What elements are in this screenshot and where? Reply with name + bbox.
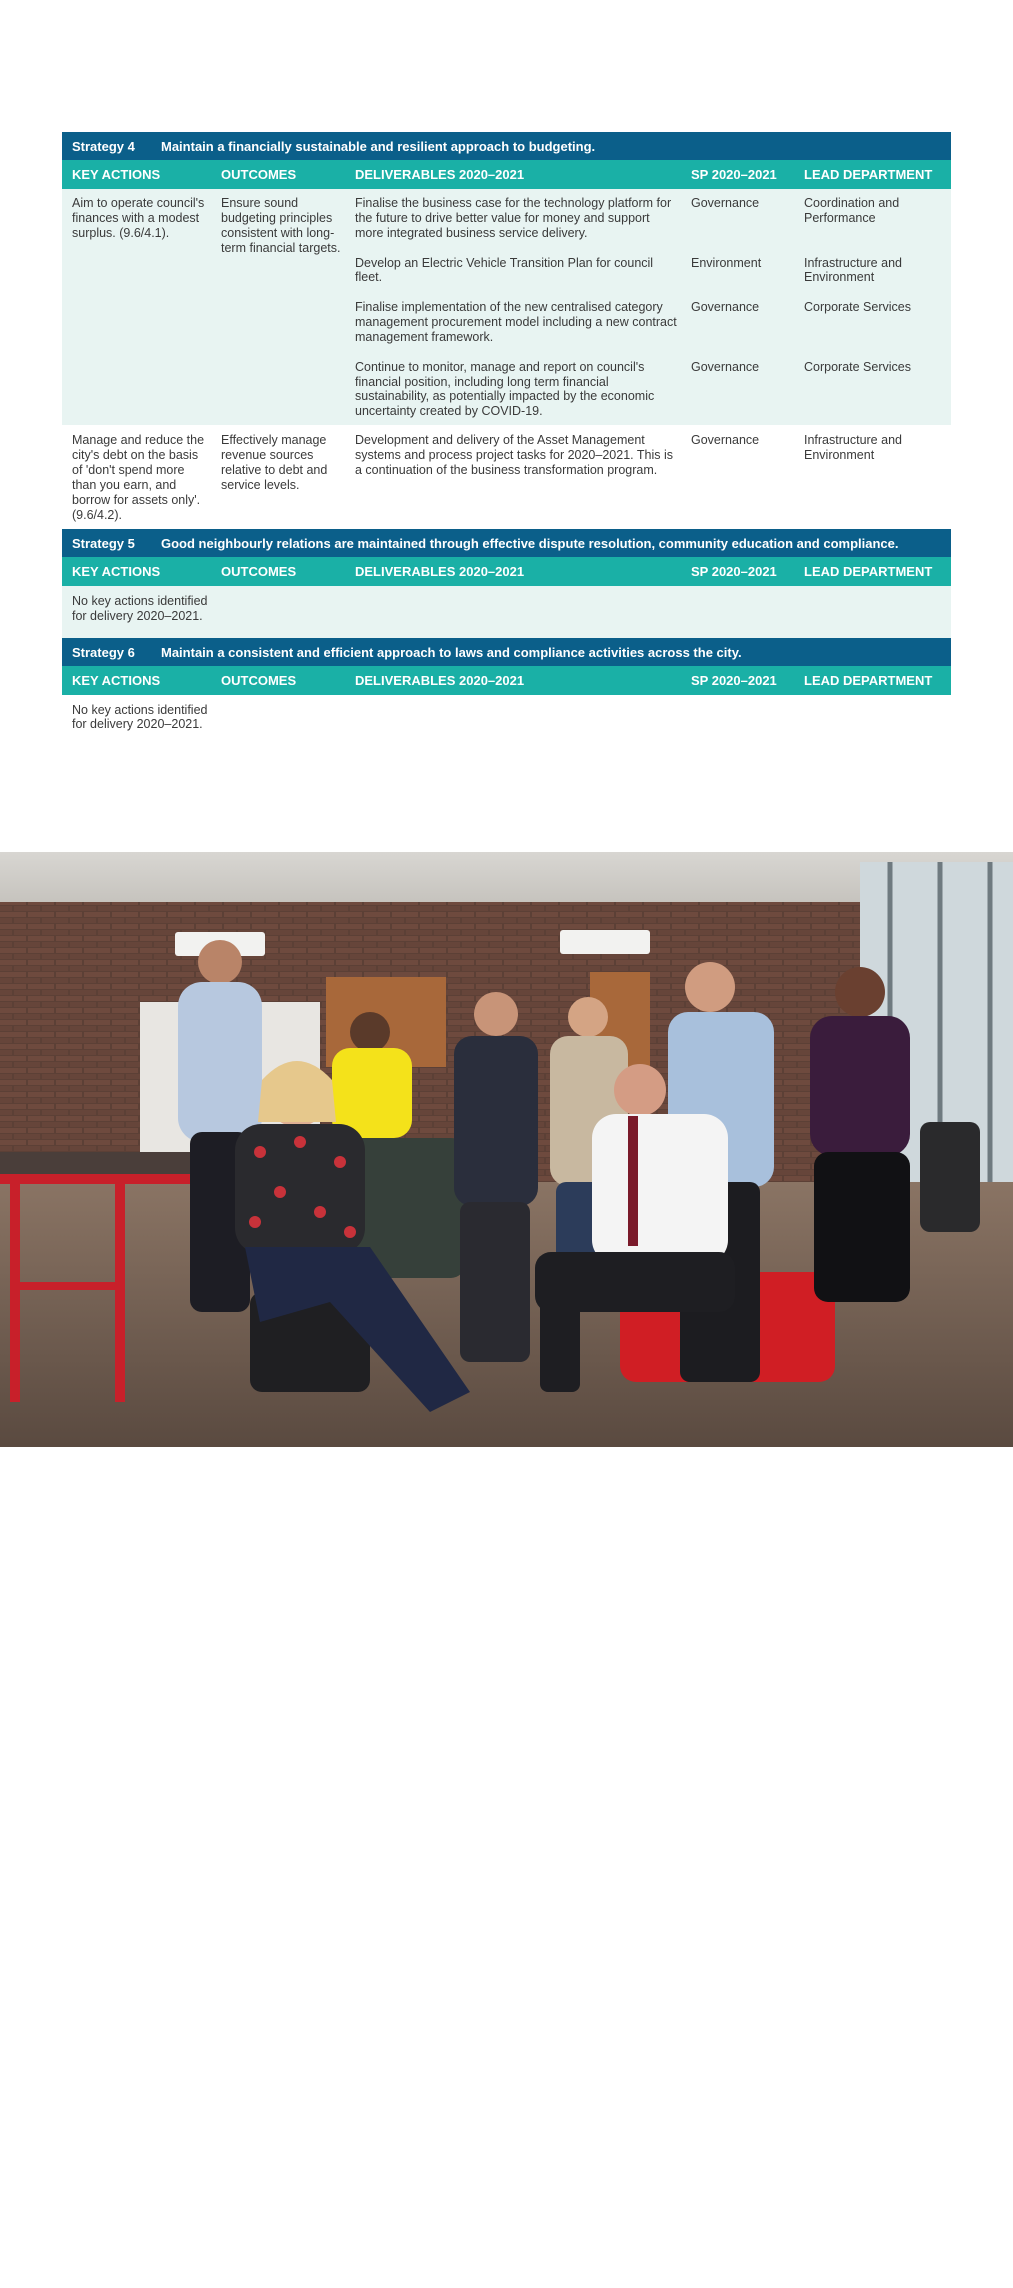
header-deliverables: DELIVERABLES 2020–2021 — [355, 672, 525, 688]
strategy-4-title: Maintain a financially sustainable and resilient approach to budgeting. — [161, 139, 596, 154]
lead-department-cell: Infrastructure and Environment — [804, 433, 902, 463]
header-lead-department: LEAD DEPARTMENT — [804, 167, 933, 182]
deliverable-row — [345, 300, 951, 345]
header-sp: SP 2020–2021 — [691, 672, 777, 688]
deliverable-cell: Develop an Electric Vehicle Transition Plan for council fleet. — [355, 255, 654, 285]
header-deliverables: DELIVERABLES 2020–2021 — [355, 167, 525, 182]
strategy-6-title: Maintain a consistent and efficient approach to laws and compliance activities across the city. — [161, 644, 742, 660]
key-action-cell: Aim to operate council's finances with a modest surplus. (9.6/4.1). — [72, 196, 205, 240]
strategy-4-bar — [62, 132, 951, 160]
table-row — [62, 586, 951, 638]
table-row — [62, 189, 951, 425]
deliverable-row — [345, 360, 951, 420]
table-row — [62, 425, 951, 528]
header-outcomes: OUTCOMES — [221, 672, 297, 688]
strategy-5-bar — [62, 529, 951, 557]
header-lead-department: LEAD DEPARTMENT — [804, 672, 933, 688]
strategy-5-table-header — [62, 557, 951, 586]
header-lead-department: LEAD DEPARTMENT — [804, 563, 933, 579]
header-outcomes: OUTCOMES — [221, 563, 297, 579]
deliverable-cell: Continue to monitor, manage and report on council's financial position, including long term financial sustainability, as potentially impacted by the economic uncertainty created by COVID-19. — [355, 359, 655, 419]
outcome-cell: Effectively manage revenue sources relative to debt and service levels. — [221, 433, 328, 492]
strategy-document — [62, 132, 951, 740]
key-action-cell: No key actions identified for delivery 2020–2021. — [72, 593, 208, 623]
lead-department-cell: Infrastructure and Environment — [804, 255, 902, 285]
sp-cell: Governance — [691, 433, 760, 448]
strategy-6-table-header — [62, 666, 951, 695]
deliverable-cell: Development and delivery of the Asset Management systems and process project tasks for 2020–2021. This is a continuation of the business transformation program. — [355, 433, 673, 478]
sp-cell: Governance — [691, 300, 760, 315]
header-sp: SP 2020–2021 — [691, 563, 777, 579]
lead-department-cell: Coordination and Performance — [804, 196, 900, 225]
page-number: 24 — [12, 2270, 30, 2287]
header-sp: SP 2020–2021 — [691, 167, 777, 182]
deliverable-row — [345, 256, 951, 286]
strategy-5-title: Good neighbourly relations are maintained through effective dispute resolution, community education and compliance. — [161, 535, 899, 551]
deliverable-cell: Finalise implementation of the new centralised category management procurement model including a new contract management framework. — [355, 300, 677, 344]
header-outcomes: OUTCOMES — [221, 167, 297, 182]
outcome-cell: Ensure sound budgeting principles consistent with long-term financial targets. — [221, 196, 341, 255]
lead-department-cell: Corporate Services — [804, 359, 911, 374]
lead-department-cell: Corporate Services — [804, 300, 911, 315]
sp-cell: Governance — [691, 359, 760, 374]
deliverable-cell: Finalise the business case for the technology platform for the future to drive better value for money and support more integrated business service delivery. — [355, 196, 672, 240]
header-key-actions: KEY ACTIONS — [72, 672, 161, 688]
deliverable-row — [345, 196, 951, 241]
sp-cell: Environment — [691, 255, 762, 270]
sp-cell: Governance — [691, 196, 760, 210]
strategy-6-number: Strategy 6 — [72, 644, 135, 660]
strategy-5-number: Strategy 5 — [72, 535, 135, 551]
key-action-cell: No key actions identified for delivery 2020–2021. — [72, 702, 208, 732]
strategy-6-bar — [62, 638, 951, 666]
strategy-4-table-header — [62, 160, 951, 189]
deliverables-group — [345, 196, 951, 419]
table-row — [62, 695, 951, 741]
header-key-actions: KEY ACTIONS — [72, 167, 161, 182]
header-key-actions: KEY ACTIONS — [72, 563, 161, 579]
key-action-cell: Manage and reduce the city's debt on the basis of 'don't spend more than you earn, and borrow for assets only'. (9.6/4.2). — [72, 433, 205, 522]
strategy-4-number: Strategy 4 — [72, 139, 135, 154]
staff-group-photo — [0, 852, 1013, 2287]
header-deliverables: DELIVERABLES 2020–2021 — [355, 563, 525, 579]
